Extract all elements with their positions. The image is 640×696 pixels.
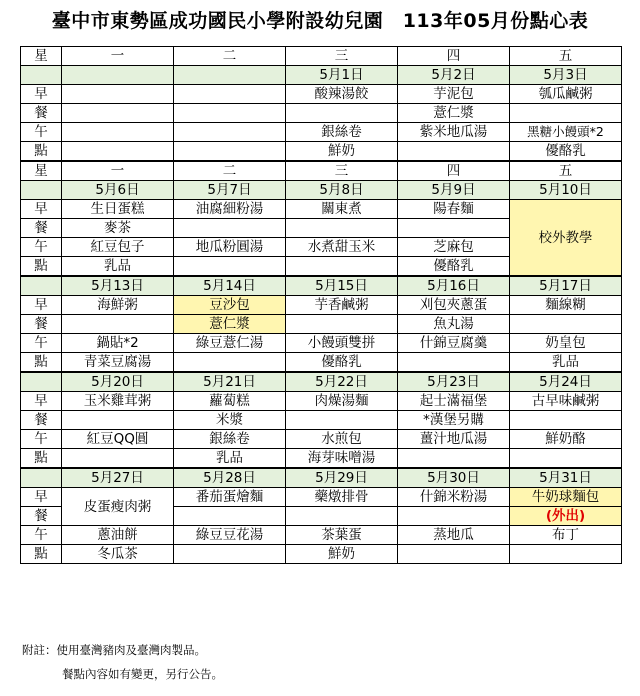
menu-cell: 優酪乳 <box>398 257 510 277</box>
label-star: 星 <box>21 161 62 181</box>
menu-cell: 紫米地瓜湯 <box>398 123 510 142</box>
date-label-cell <box>21 468 62 488</box>
menu-cell: 米漿 <box>174 411 286 430</box>
menu-cell: 小饅頭雙拼 <box>286 334 398 353</box>
menu-cell: 芋泥包 <box>398 85 510 104</box>
menu-cell: 蒸地瓜 <box>398 526 510 545</box>
menu-cell <box>286 104 398 123</box>
menu-cell: 麵線糊 <box>510 296 622 315</box>
menu-cell: 薏仁漿 <box>398 104 510 123</box>
date-cell: 5月30日 <box>398 468 510 488</box>
date-row <box>21 276 622 296</box>
menu-cell <box>398 449 510 469</box>
menu-cell: 綠豆豆花湯 <box>174 526 286 545</box>
menu-cell: 薏仁漿 <box>174 315 286 334</box>
menu-cell: 蘿蔔糕 <box>174 392 286 411</box>
menu-cell: 紅豆包子 <box>62 238 174 257</box>
menu-cell <box>510 449 622 469</box>
menu-cell: 古早味鹹粥 <box>510 392 622 411</box>
label-can: 餐 <box>21 507 62 526</box>
menu-cell <box>510 411 622 430</box>
snack-schedule-table <box>20 46 622 564</box>
menu-cell: 藥燉排骨 <box>286 488 398 507</box>
menu-cell <box>510 104 622 123</box>
label-zao: 早 <box>21 488 62 507</box>
date-cell: 5月17日 <box>510 276 622 296</box>
menu-cell <box>62 123 174 142</box>
afternoon-row <box>21 123 622 142</box>
weekday-mon: 一 <box>62 161 174 181</box>
menu-cell: 茶葉蛋 <box>286 526 398 545</box>
morning-row <box>21 200 622 219</box>
date-cell: 5月21日 <box>174 372 286 392</box>
label-wu: 午 <box>21 238 62 257</box>
menu-cell: 生日蛋糕 <box>62 200 174 219</box>
date-cell: 5月7日 <box>174 181 286 200</box>
menu-cell: 薑汁地瓜湯 <box>398 430 510 449</box>
menu-cell: 豆沙包 <box>174 296 286 315</box>
menu-cell: 鮮奶 <box>286 142 398 162</box>
menu-cell: 魚丸湯 <box>398 315 510 334</box>
menu-cell: 水煮甜玉米 <box>286 238 398 257</box>
date-label-cell <box>21 181 62 200</box>
menu-cell <box>398 545 510 564</box>
date-cell: 5月22日 <box>286 372 398 392</box>
date-cell: 5月16日 <box>398 276 510 296</box>
menu-cell <box>174 353 286 373</box>
menu-cell: 芝麻包 <box>398 238 510 257</box>
date-cell: 5月2日 <box>398 66 510 85</box>
menu-cell <box>62 411 174 430</box>
menu-cell <box>286 219 398 238</box>
label-dian: 點 <box>21 353 62 373</box>
menu-cell: 紅豆QQ圓 <box>62 430 174 449</box>
menu-cell <box>286 315 398 334</box>
menu-cell <box>286 411 398 430</box>
morning-row <box>21 296 622 315</box>
menu-cell <box>174 123 286 142</box>
date-cell: 5月27日 <box>62 468 174 488</box>
menu-cell <box>62 142 174 162</box>
afternoon-row <box>21 545 622 564</box>
menu-cell <box>398 219 510 238</box>
footer-note-1: 附註：使用臺灣豬肉及臺灣肉製品。 <box>22 643 206 657</box>
menu-cell <box>174 219 286 238</box>
page-title: 臺中市東勢區成功國民小學附設幼兒園 113年05月份點心表 <box>51 10 589 32</box>
morning-row <box>21 488 622 507</box>
weekday-mon: 一 <box>62 47 174 66</box>
date-cell: 5月6日 <box>62 181 174 200</box>
date-cell <box>62 66 174 85</box>
menu-cell: 酸辣湯餃 <box>286 85 398 104</box>
menu-cell: 地瓜粉圓湯 <box>174 238 286 257</box>
menu-cell: 青菜豆腐湯 <box>62 353 174 373</box>
weekday-thu: 四 <box>398 47 510 66</box>
menu-cell: 綠豆薏仁湯 <box>174 334 286 353</box>
label-zao: 早 <box>21 296 62 315</box>
menu-cell: 海鮮粥 <box>62 296 174 315</box>
menu-cell: 銀絲卷 <box>174 430 286 449</box>
afternoon-row <box>21 353 622 373</box>
weekday-tue: 二 <box>174 47 286 66</box>
afternoon-row <box>21 334 622 353</box>
menu-cell <box>174 257 286 277</box>
label-wu: 午 <box>21 526 62 545</box>
afternoon-row <box>21 449 622 469</box>
footer-note-2: 餐點內容如有變更，另行公告。 <box>62 667 223 681</box>
menu-cell <box>62 449 174 469</box>
menu-cell: 玉米雞茸粥 <box>62 392 174 411</box>
menu-cell: 肉燥湯麵 <box>286 392 398 411</box>
date-cell: 5月28日 <box>174 468 286 488</box>
label-dian: 點 <box>21 142 62 162</box>
menu-cell: 瓠瓜鹹粥 <box>510 85 622 104</box>
date-label-cell <box>21 66 62 85</box>
menu-cell: 什錦豆腐羹 <box>398 334 510 353</box>
weekday-header-row <box>21 161 622 181</box>
menu-cell <box>398 507 510 526</box>
date-cell: 5月1日 <box>286 66 398 85</box>
label-can: 餐 <box>21 411 62 430</box>
morning-row <box>21 104 622 123</box>
date-cell: 5月29日 <box>286 468 398 488</box>
menu-cell: 油腐細粉湯 <box>174 200 286 219</box>
menu-cell: 陽春麵 <box>398 200 510 219</box>
label-can: 餐 <box>21 104 62 123</box>
label-can: 餐 <box>21 219 62 238</box>
weekday-header-row <box>21 47 622 66</box>
morning-row <box>21 85 622 104</box>
menu-cell: 蔥油餅 <box>62 526 174 545</box>
date-cell <box>174 66 286 85</box>
date-cell: 5月23日 <box>398 372 510 392</box>
afternoon-row <box>21 526 622 545</box>
menu-cell <box>286 507 398 526</box>
date-cell: 5月3日 <box>510 66 622 85</box>
label-zao: 早 <box>21 392 62 411</box>
afternoon-row <box>21 142 622 162</box>
label-wu: 午 <box>21 334 62 353</box>
label-can: 餐 <box>21 315 62 334</box>
menu-cell <box>174 507 286 526</box>
menu-cell: 麥茶 <box>62 219 174 238</box>
menu-cell: 冬瓜茶 <box>62 545 174 564</box>
menu-cell: 皮蛋瘦肉粥 <box>62 488 174 526</box>
weekday-wed: 三 <box>286 47 398 66</box>
menu-cell <box>62 85 174 104</box>
menu-cell: 番茄蛋燴麵 <box>174 488 286 507</box>
menu-cell: 鮮奶酪 <box>510 430 622 449</box>
menu-cell: 鍋貼*2 <box>62 334 174 353</box>
menu-cell: 乳品 <box>510 353 622 373</box>
menu-cell: 牛奶球麵包 <box>510 488 622 507</box>
outing-note: (外出) <box>510 507 622 526</box>
morning-row <box>21 392 622 411</box>
menu-cell: 乳品 <box>174 449 286 469</box>
date-cell: 5月8日 <box>286 181 398 200</box>
menu-cell <box>510 315 622 334</box>
menu-cell: 銀絲卷 <box>286 123 398 142</box>
date-row <box>21 181 622 200</box>
label-wu: 午 <box>21 430 62 449</box>
date-row <box>21 468 622 488</box>
morning-row <box>21 315 622 334</box>
menu-cell <box>174 104 286 123</box>
menu-cell: 優酪乳 <box>510 142 622 162</box>
menu-cell: 關東煮 <box>286 200 398 219</box>
date-row <box>21 372 622 392</box>
menu-cell: 刈包夾蔥蛋 <box>398 296 510 315</box>
menu-cell: 奶皇包 <box>510 334 622 353</box>
menu-cell: *漢堡另購 <box>398 411 510 430</box>
menu-cell <box>174 85 286 104</box>
date-label-cell <box>21 372 62 392</box>
menu-cell: 海芽味噌湯 <box>286 449 398 469</box>
menu-cell: 乳品 <box>62 257 174 277</box>
label-wu: 午 <box>21 123 62 142</box>
weekday-fri: 五 <box>510 47 622 66</box>
date-cell: 5月15日 <box>286 276 398 296</box>
label-zao: 早 <box>21 200 62 219</box>
label-dian: 點 <box>21 545 62 564</box>
menu-cell <box>286 257 398 277</box>
morning-row <box>21 411 622 430</box>
date-cell: 5月9日 <box>398 181 510 200</box>
date-cell: 5月13日 <box>62 276 174 296</box>
menu-cell: 優酪乳 <box>286 353 398 373</box>
date-cell: 5月14日 <box>174 276 286 296</box>
afternoon-row <box>21 430 622 449</box>
weekday-tue: 二 <box>174 161 286 181</box>
menu-cell: 芋香鹹粥 <box>286 296 398 315</box>
menu-cell <box>62 315 174 334</box>
field-trip-cell: 校外教學 <box>510 200 622 277</box>
menu-cell: 起士滿福堡 <box>398 392 510 411</box>
menu-cell: 水煎包 <box>286 430 398 449</box>
menu-cell: 黑糖小饅頭*2 <box>510 123 622 142</box>
label-dian: 點 <box>21 257 62 277</box>
menu-cell: 什錦米粉湯 <box>398 488 510 507</box>
label-star: 星 <box>21 47 62 66</box>
menu-cell <box>510 545 622 564</box>
label-dian: 點 <box>21 449 62 469</box>
menu-cell <box>398 142 510 162</box>
menu-cell <box>174 545 286 564</box>
date-cell: 5月20日 <box>62 372 174 392</box>
date-cell: 5月24日 <box>510 372 622 392</box>
menu-cell: 鮮奶 <box>286 545 398 564</box>
date-row <box>21 66 622 85</box>
weekday-fri: 五 <box>510 161 622 181</box>
weekday-thu: 四 <box>398 161 510 181</box>
label-zao: 早 <box>21 85 62 104</box>
menu-cell <box>398 353 510 373</box>
menu-cell: 布丁 <box>510 526 622 545</box>
weekday-wed: 三 <box>286 161 398 181</box>
date-label-cell <box>21 276 62 296</box>
date-cell: 5月10日 <box>510 181 622 200</box>
date-cell: 5月31日 <box>510 468 622 488</box>
menu-cell <box>62 104 174 123</box>
menu-cell <box>174 142 286 162</box>
